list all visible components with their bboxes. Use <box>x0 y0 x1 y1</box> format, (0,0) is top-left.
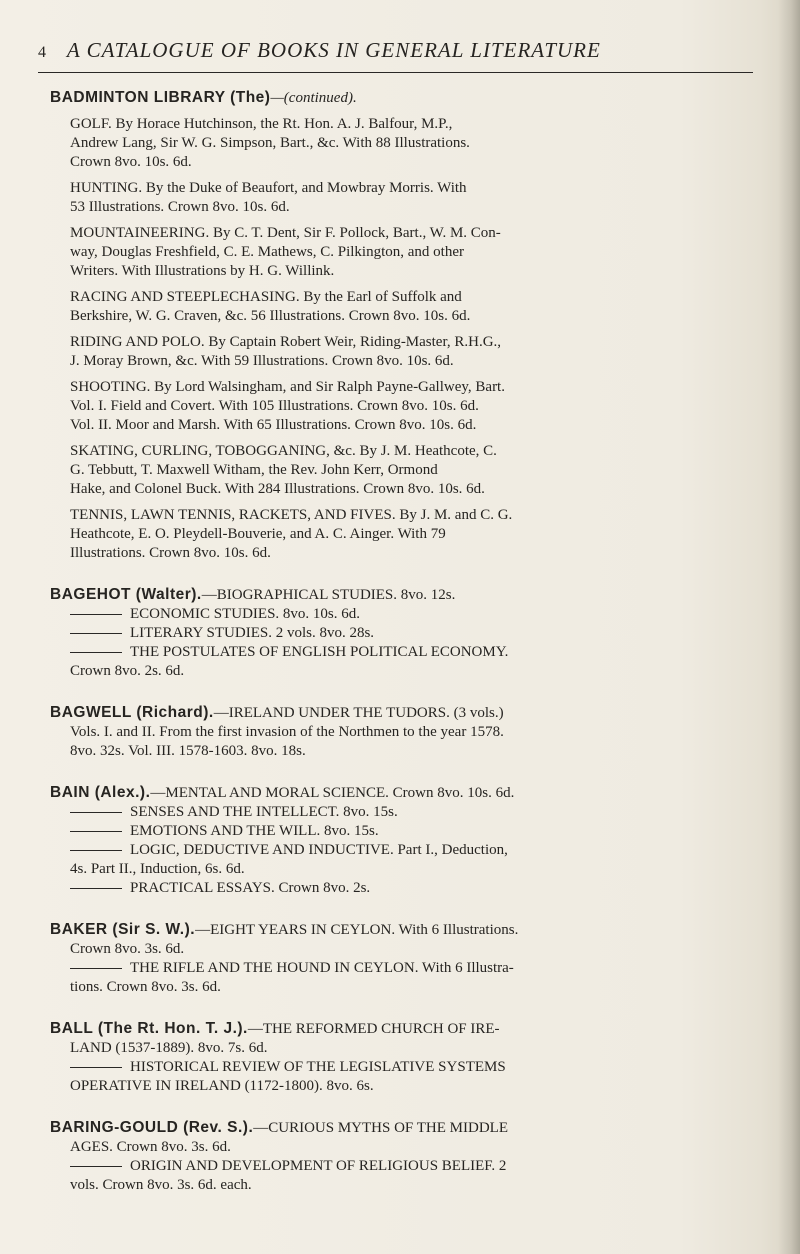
catalogue-body <box>50 88 756 1203</box>
bagehot-line-2: ECONOMIC STUDIES. 8vo. 10s. 6d. <box>130 606 361 622</box>
baker-line-4: tions. Crown 8vo. 3s. 6d. <box>70 979 221 995</box>
bagwell-section <box>50 703 756 761</box>
bain-line-4: LOGIC, DEDUCTIVE AND INDUCTIVE. Part I., Deduction, <box>130 842 508 858</box>
tennis-entry <box>50 506 756 563</box>
skating-line-2: G. Tebbutt, T. Maxwell Witham, the Rev. John Kerr, Ormond <box>70 462 438 478</box>
hunting-line-2: 53 Illustrations. Crown 8vo. 10s. 6d. <box>70 199 290 215</box>
shooting-line-3: Vol. II. Moor and Marsh. With 65 Illustrations. Crown 8vo. 10s. 6d. <box>70 417 477 433</box>
ditto-rule <box>70 614 122 615</box>
baker-heading: BAKER (Sir S. W.). <box>50 921 196 938</box>
bain-line-5: 4s. Part II., Induction, 6s. 6d. <box>70 861 245 877</box>
baker-line-3: THE RIFLE AND THE HOUND IN CEYLON. With 6 Illustra- <box>130 960 514 976</box>
baring-gould-section <box>50 1118 756 1195</box>
baring-line-3: ORIGIN AND DEVELOPMENT OF RELIGIOUS BELIEF. 2 <box>130 1158 507 1174</box>
ditto-rule <box>70 968 122 969</box>
ditto-rule <box>70 812 122 813</box>
ball-heading: BALL (The Rt. Hon. T. J.). <box>50 1020 248 1037</box>
header-rule <box>38 72 753 73</box>
badminton-section <box>50 88 756 563</box>
ditto-rule <box>70 652 122 653</box>
bagwell-heading: BAGWELL (Richard). <box>50 704 214 721</box>
baring-line-1: —CURIOUS MYTHS OF THE MIDDLE <box>253 1120 508 1136</box>
bain-section <box>50 783 756 898</box>
bain-line-2: SENSES AND THE INTELLECT. 8vo. 15s. <box>130 804 398 820</box>
shooting-line-1: SHOOTING. By Lord Walsingham, and Sir Ralph Payne-Gallwey, Bart. <box>70 379 505 395</box>
baring-line-4: vols. Crown 8vo. 3s. 6d. each. <box>70 1177 252 1193</box>
running-header <box>38 38 758 63</box>
golf-line-1: GOLF. By Horace Hutchinson, the Rt. Hon. A. J. Balfour, M.P., <box>70 116 453 132</box>
badminton-heading-suffix: —(continued). <box>270 90 357 106</box>
riding-line-1: RIDING AND POLO. By Captain Robert Weir, Riding-Master, R.H.G., <box>70 334 502 350</box>
skating-line-1: SKATING, CURLING, TOBOGGANING, &c. By J. M. Heathcote, C. <box>70 443 497 459</box>
ball-line-1: —THE REFORMED CHURCH OF IRE- <box>247 1021 500 1037</box>
bagehot-line-4: THE POSTULATES OF ENGLISH POLITICAL ECONOMY. <box>130 644 509 660</box>
golf-entry <box>50 115 756 172</box>
bagwell-line-1: —IRELAND UNDER THE TUDORS. (3 vols.) <box>213 705 504 721</box>
skating-line-3: Hake, and Colonel Buck. With 284 Illustrations. Crown 8vo. 10s. 6d. <box>70 481 485 497</box>
baring-gould-heading: BARING-GOULD (Rev. S.). <box>50 1119 254 1136</box>
riding-entry <box>50 333 756 371</box>
ditto-rule <box>70 850 122 851</box>
baker-line-2: Crown 8vo. 3s. 6d. <box>70 941 185 957</box>
bain-heading: BAIN (Alex.). <box>50 784 151 801</box>
golf-line-3: Crown 8vo. 10s. 6d. <box>70 154 192 170</box>
ball-line-4: OPERATIVE IN IRELAND (1172-1800). 8vo. 6s. <box>70 1078 374 1094</box>
running-title: A CATALOGUE OF BOOKS IN GENERAL LITERATURE <box>66 38 601 62</box>
bagwell-line-3: 8vo. 32s. Vol. III. 1578-1603. 8vo. 18s. <box>70 743 306 759</box>
bagehot-line-1: —BIOGRAPHICAL STUDIES. 8vo. 12s. <box>201 587 456 603</box>
baker-section <box>50 920 756 997</box>
bagehot-section <box>50 585 756 681</box>
baring-line-2: AGES. Crown 8vo. 3s. 6d. <box>70 1139 231 1155</box>
racing-entry <box>50 288 756 326</box>
ball-line-3: HISTORICAL REVIEW OF THE LEGISLATIVE SYSTEMS <box>130 1059 506 1075</box>
bagwell-line-2: Vols. I. and II. From the first invasion of the Northmen to the year 1578. <box>70 724 504 740</box>
bain-line-3: EMOTIONS AND THE WILL. 8vo. 15s. <box>130 823 379 839</box>
hunting-entry <box>50 179 756 217</box>
bagehot-heading: BAGEHOT (Walter). <box>50 586 202 603</box>
bagehot-line-3: LITERARY STUDIES. 2 vols. 8vo. 28s. <box>130 625 375 641</box>
ball-section <box>50 1019 756 1096</box>
bain-line-6: PRACTICAL ESSAYS. Crown 8vo. 2s. <box>130 880 371 896</box>
ditto-rule <box>70 888 122 889</box>
mountaineering-line-2: way, Douglas Freshfield, C. E. Mathews, C. Pilkington, and other <box>70 244 464 260</box>
ditto-rule <box>70 633 122 634</box>
shooting-line-2: Vol. I. Field and Covert. With 105 Illustrations. Crown 8vo. 10s. 6d. <box>70 398 479 414</box>
golf-line-2: Andrew Lang, Sir W. G. Simpson, Bart., &c. With 88 Illustrations. <box>70 135 470 151</box>
skating-entry <box>50 442 756 499</box>
hunting-line-1: HUNTING. By the Duke of Beaufort, and Mowbray Morris. With <box>70 180 467 196</box>
tennis-line-1: TENNIS, LAWN TENNIS, RACKETS, AND FIVES. By J. M. and C. G. <box>70 507 513 523</box>
mountaineering-line-3: Writers. With Illustrations by H. G. Willink. <box>70 263 335 279</box>
racing-line-1: RACING AND STEEPLECHASING. By the Earl of Suffolk and <box>70 289 462 305</box>
bagehot-line-5: Crown 8vo. 2s. 6d. <box>70 663 185 679</box>
badminton-heading: BADMINTON LIBRARY (The) <box>50 89 271 106</box>
mountaineering-entry <box>50 224 756 281</box>
ball-line-2: LAND (1537-1889). 8vo. 7s. 6d. <box>70 1040 268 1056</box>
baker-line-1: —EIGHT YEARS IN CEYLON. With 6 Illustrations. <box>195 922 519 938</box>
ditto-rule <box>70 1166 122 1167</box>
shooting-entry <box>50 378 756 435</box>
tennis-line-2: Heathcote, E. O. Pleydell-Bouverie, and A. C. Ainger. With 79 <box>70 526 446 542</box>
mountaineering-line-1: MOUNTAINEERING. By C. T. Dent, Sir F. Pollock, Bart., W. M. Con- <box>70 225 501 241</box>
ditto-rule <box>70 1067 122 1068</box>
tennis-line-3: Illustrations. Crown 8vo. 10s. 6d. <box>70 545 271 561</box>
racing-line-2: Berkshire, W. G. Craven, &c. 56 Illustrations. Crown 8vo. 10s. 6d. <box>70 308 471 324</box>
riding-line-2: J. Moray Brown, &c. With 59 Illustrations. Crown 8vo. 10s. 6d. <box>70 353 454 369</box>
bain-line-1: —MENTAL AND MORAL SCIENCE. Crown 8vo. 10s. 6d. <box>150 785 515 801</box>
ditto-rule <box>70 831 122 832</box>
page-edge-shadow <box>778 0 800 1254</box>
page-number: 4 <box>38 44 47 61</box>
